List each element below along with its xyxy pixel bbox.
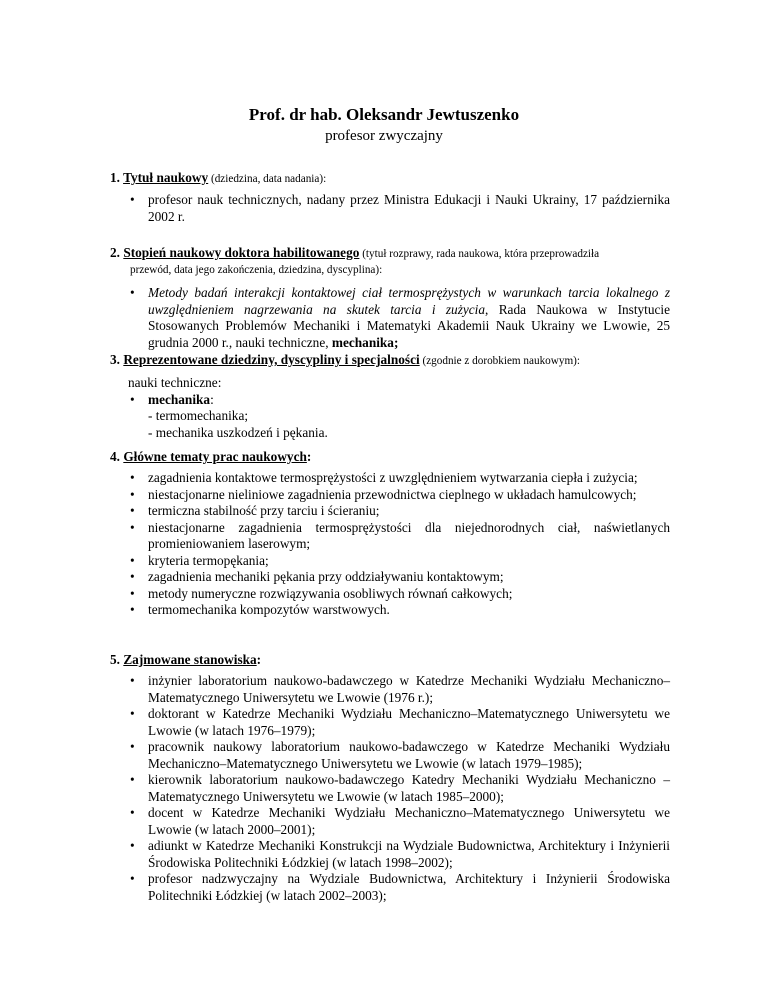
section-fields	[110, 351, 670, 441]
list-item	[128, 285, 670, 351]
thesis-discipline: mechanika;	[331, 334, 399, 350]
section-heading	[110, 351, 670, 370]
list-item: • doktorant w Katedrze Mechaniki Wydziału Mechaniczno–Matematycznego Uniwersytetu we Lwowie (w latach 1976–1979);	[128, 706, 670, 739]
discipline-colon: :	[210, 391, 214, 407]
section-heading	[110, 244, 670, 278]
section-list	[110, 392, 670, 409]
section-list	[110, 192, 670, 225]
section-number: 4.	[110, 449, 120, 464]
list-item: • kryteria termopękania;	[128, 553, 670, 570]
section-note: (zgodnie z dorobkiem naukowym):	[419, 355, 580, 367]
list-item: • termomechanika kompozytów warstwowych.	[128, 602, 670, 619]
list-item: • adiunkt w Katedrze Mechaniki Konstrukcji na Wydziale Budownictwa, Architektury i Inżynierii Środowiska Politechniki Łódzkiej (w latach 1998–2002);	[128, 838, 670, 871]
list-item: • zagadnienia mechaniki pękania przy oddziaływaniu kontaktowym;	[128, 569, 670, 586]
list-item: • termiczna stabilność przy tarciu i ścieraniu;	[128, 503, 670, 520]
list-item: • profesor nauk technicznych, nadany przez Ministra Edukacji i Nauki Ukrainy, 17 października 2002 r.	[128, 192, 670, 225]
section-title: Zajmowane stanowiska	[123, 652, 257, 667]
section-list	[110, 673, 670, 904]
section-title: Tytuł naukowy	[123, 170, 209, 185]
section-colon: :	[306, 449, 312, 464]
list-item: • profesor nadzwyczajny na Wydziale Budownictwa, Architektury i Inżynierii Środowiska Politechniki Łódzkiej (w latach 2002–2003);	[128, 871, 670, 904]
section-academic-title	[110, 169, 670, 225]
person-position: profesor zwyczajny	[325, 128, 443, 144]
list-item: • metody numeryczne rozwiązywania osobliwych równań całkowych;	[128, 586, 670, 603]
list-item: • niestacjonarne zagadnienia termosprężystości dla niejednorodnych ciał, naświetlanych promieniowaniem laserowym;	[128, 520, 670, 553]
section-title: Reprezentowane dziedziny, dyscypliny i specjalności	[123, 352, 420, 367]
section-note: (dziedzina, data nadania):	[208, 173, 327, 185]
person-name: Prof. dr hab. Oleksandr Jewtuszenko	[248, 105, 520, 124]
section-note-continued: przewód, data jego zakończenia, dziedzina, dyscyplina):	[130, 264, 383, 276]
section-number: 5.	[110, 652, 120, 667]
section-number: 2.	[110, 245, 120, 260]
section-note: (tytuł rozprawy, rada naukowa, która przeprowadziła	[359, 248, 600, 260]
section-number: 1.	[110, 170, 120, 185]
section-heading	[110, 169, 670, 188]
list-item: • kierownik laboratorium naukowo-badawczego Katedry Mechaniki Wydziału Mechaniczno – Matematycznego Uniwersytetu we Lwowie (w latach 1985–2000);	[128, 772, 670, 805]
list-item: • zagadnienia kontaktowe termosprężystości z uwzględnieniem wytwarzania ciepła i zużycia;	[128, 470, 670, 487]
field-name: nauki techniczne:	[128, 375, 222, 390]
thesis-details: , Rada Naukowa w Instytucie Stosowanych Problemów Mechaniki i Matematyki Akademii Nauk Ukrainy we Lwowie, 25 grudnia 2000 r., nauki techniczne,	[148, 301, 671, 350]
specialty-1: - termomechanika;	[148, 408, 249, 423]
list-item: • niestacjonarne nieliniowe zagadnienia przewodnictwa cieplnego w układach hamulcowych;	[128, 487, 670, 504]
section-list	[110, 285, 670, 351]
specialty-2: - mechanika uszkodzeń i pękania.	[148, 424, 328, 440]
section-list	[110, 470, 670, 619]
section-heading	[110, 448, 670, 465]
section-title: Główne tematy prac naukowych	[123, 449, 307, 464]
document-header	[0, 103, 768, 145]
section-research-topics	[110, 448, 670, 619]
list-item: • pracownik naukowy laboratorium naukowo-badawczego w Katedrze Mechaniki Wydziału Mechaniczno–Matematycznego Uniwersytetu we Lwowie (w latach 1979–1985);	[128, 739, 670, 772]
section-heading	[110, 651, 670, 668]
discipline-name: mechanika	[148, 391, 211, 407]
section-positions	[110, 651, 670, 904]
list-item: • docent w Katedrze Mechaniki Wydziału Mechaniczno–Matematycznego Uniwersytetu we Lwowie (w latach 2000–2001);	[128, 805, 670, 838]
list-item: • inżynier laboratorium naukowo-badawczego w Katedrze Mechaniki Wydziału Mechaniczno–Matematycznego Uniwersytetu we Lwowie (1976 r.);	[128, 673, 670, 706]
section-title: Stopień naukowy doktora habilitowanego	[123, 245, 360, 260]
section-number: 3.	[110, 352, 120, 367]
section-habilitation	[110, 244, 670, 351]
list-item	[128, 392, 670, 409]
thesis-title: Metody badań interakcji kontaktowej ciał termosprężystych w warunkach tarcia lokalnego z uwzględnieniem nagrzewania na skutek tarcia i zużycia	[148, 285, 670, 317]
section-colon: :	[256, 652, 262, 667]
